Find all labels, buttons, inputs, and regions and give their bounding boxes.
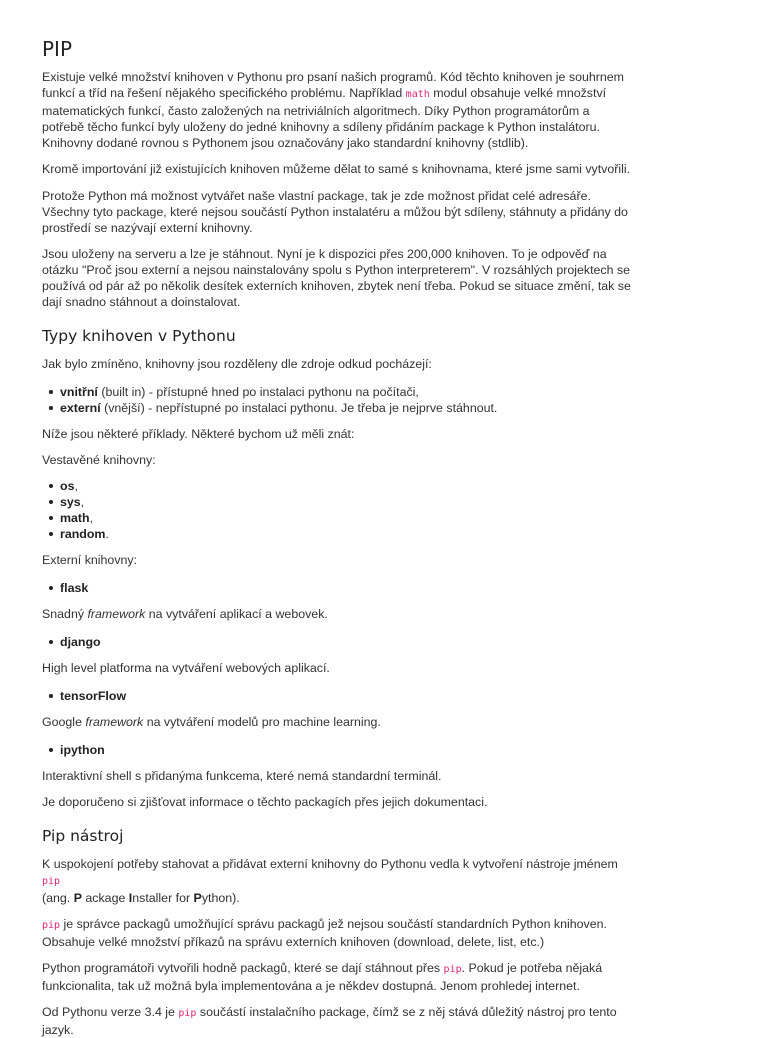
section-heading-types: Typy knihoven v Pythonu <box>42 327 236 345</box>
list-item: tensorFlow <box>60 688 768 704</box>
list-item: externí (vnější) - nepřístupné po instalaci pythonu. Je třeba je nejprve stáhnout. <box>60 400 768 416</box>
pip-paragraph-1: K uspokojení potřeby stahovat a přidávat externí knihovny do Pythonu vedla k vytvoření nástroje jménem pip (ang. P ackage Installer for Python). <box>42 857 618 905</box>
list-item: os, <box>60 478 768 494</box>
section-heading-pip: Pip nástroj <box>42 827 124 845</box>
examples-text: Níže jsou některé příklady. Některé bychom už měli znát: <box>42 427 355 441</box>
pip-paragraph-3: Python programátoři vytvořili hodně packagů, které se dají stáhnout přes pip. Pokud je potřeba nějaká funkcionalita, tak už možná byla implementována a je někdev dostupná. Jenom prohledej internet. <box>42 961 603 993</box>
intro-paragraph-2: Kromě importování již existujících knihoven můžeme dělat to samé s knihovnama, které jsme sami vytvořili. <box>42 162 631 176</box>
types-lead: Jak bylo zmíněno, knihovny jsou rozděleny dle zdroje odkud pocházejí: <box>42 357 432 371</box>
builtin-label: Vestavěné knihovny: <box>42 453 156 467</box>
intro-paragraph-3: Protože Python má možnost vytvářet naše vlastní package, tak je zde možnost přidat celé adresáře. Všechny tyto package, které nejsou součástí Python instalatéru a můžou být sdíleny, stáhnuty a přidány do prostředí se nazývají externí knihovny. <box>42 189 628 235</box>
inline-code-pip: pip <box>42 876 61 887</box>
list-item: sys, <box>60 494 768 510</box>
docs-note: Je doporučeno si zjišťovat informace o těchto packagích přes jejich dokumentaci. <box>42 795 488 809</box>
ipython-description: Interaktivní shell s přidanýma funkcema, které nemá standardní terminál. <box>42 769 442 783</box>
intro-paragraph-4: Jsou uloženy na serveru a lze je stáhnout. Nyní je k dispozici přes 200,000 knihoven. To je odpověď na otázku "Proč jsou externí a nejsou nainstalovány spolu s Python interpreterem". V rozsáhlých projektech se používá od pár až po několik desítek externích knihoven, zbytek není třeba. Pokud se situace změní, tak se dají snadno stáhnout a doinstalovat. <box>42 247 631 309</box>
external-list-django <box>42 634 768 650</box>
external-list-tensorflow <box>42 688 768 704</box>
inline-code-math: math <box>405 89 430 100</box>
inline-code-pip: pip <box>42 920 61 931</box>
list-item: random. <box>60 526 768 542</box>
inline-code-pip: pip <box>443 964 462 975</box>
flask-description: Snadný framework na vytváření aplikací a webovek. <box>42 607 328 621</box>
builtin-list <box>42 478 768 542</box>
inline-code-pip: pip <box>178 1008 197 1019</box>
pip-paragraph-2: pip je správce packagů umožňující správu packagů jež nejsou součástí standardních Python knihoven. Obsahuje velké množství příkazů na správu externích knihoven (download, delete, list, etc.) <box>42 917 607 949</box>
list-item: ipython <box>60 742 768 758</box>
list-item: django <box>60 634 768 650</box>
pip-paragraph-4: Od Pythonu verze 3.4 je pip součástí instalačního package, čímž se z něj stává důležitý nástroj pro tento jazyk. <box>42 1005 617 1037</box>
page-title: PIP <box>42 37 73 61</box>
external-list-ipython <box>42 742 768 758</box>
tensorflow-description: Google framework na vytváření modelů pro machine learning. <box>42 715 381 729</box>
list-item: vnitřní (built in) - přístupné hned po instalaci pythonu na počítači, <box>60 384 768 400</box>
types-list <box>42 384 768 416</box>
list-item: flask <box>60 580 768 596</box>
external-list-flask <box>42 580 768 596</box>
external-label: Externí knihovny: <box>42 553 138 567</box>
intro-paragraph-1: Existuje velké množství knihoven v Pythonu pro psaní našich programů. Kód těchto knihoven je souhrnem funkcí a tříd na řešení nějakého specifického problému. Například math modul obsahuje velké množství matematických funkcí, často založených na netriviálních algoritmech. Díky Python programátorům a potřebě těcho funkcí byly uloženy do jedné knihovny a sdíleny přidáním package k Python instalátoru. Knihovny dodané rovnou s Pythonem jsou označovány jako standardní knihovny (stdlib). <box>42 70 624 150</box>
django-description: High level platforma na vytváření webových aplikací. <box>42 661 330 675</box>
list-item: math, <box>60 510 768 526</box>
